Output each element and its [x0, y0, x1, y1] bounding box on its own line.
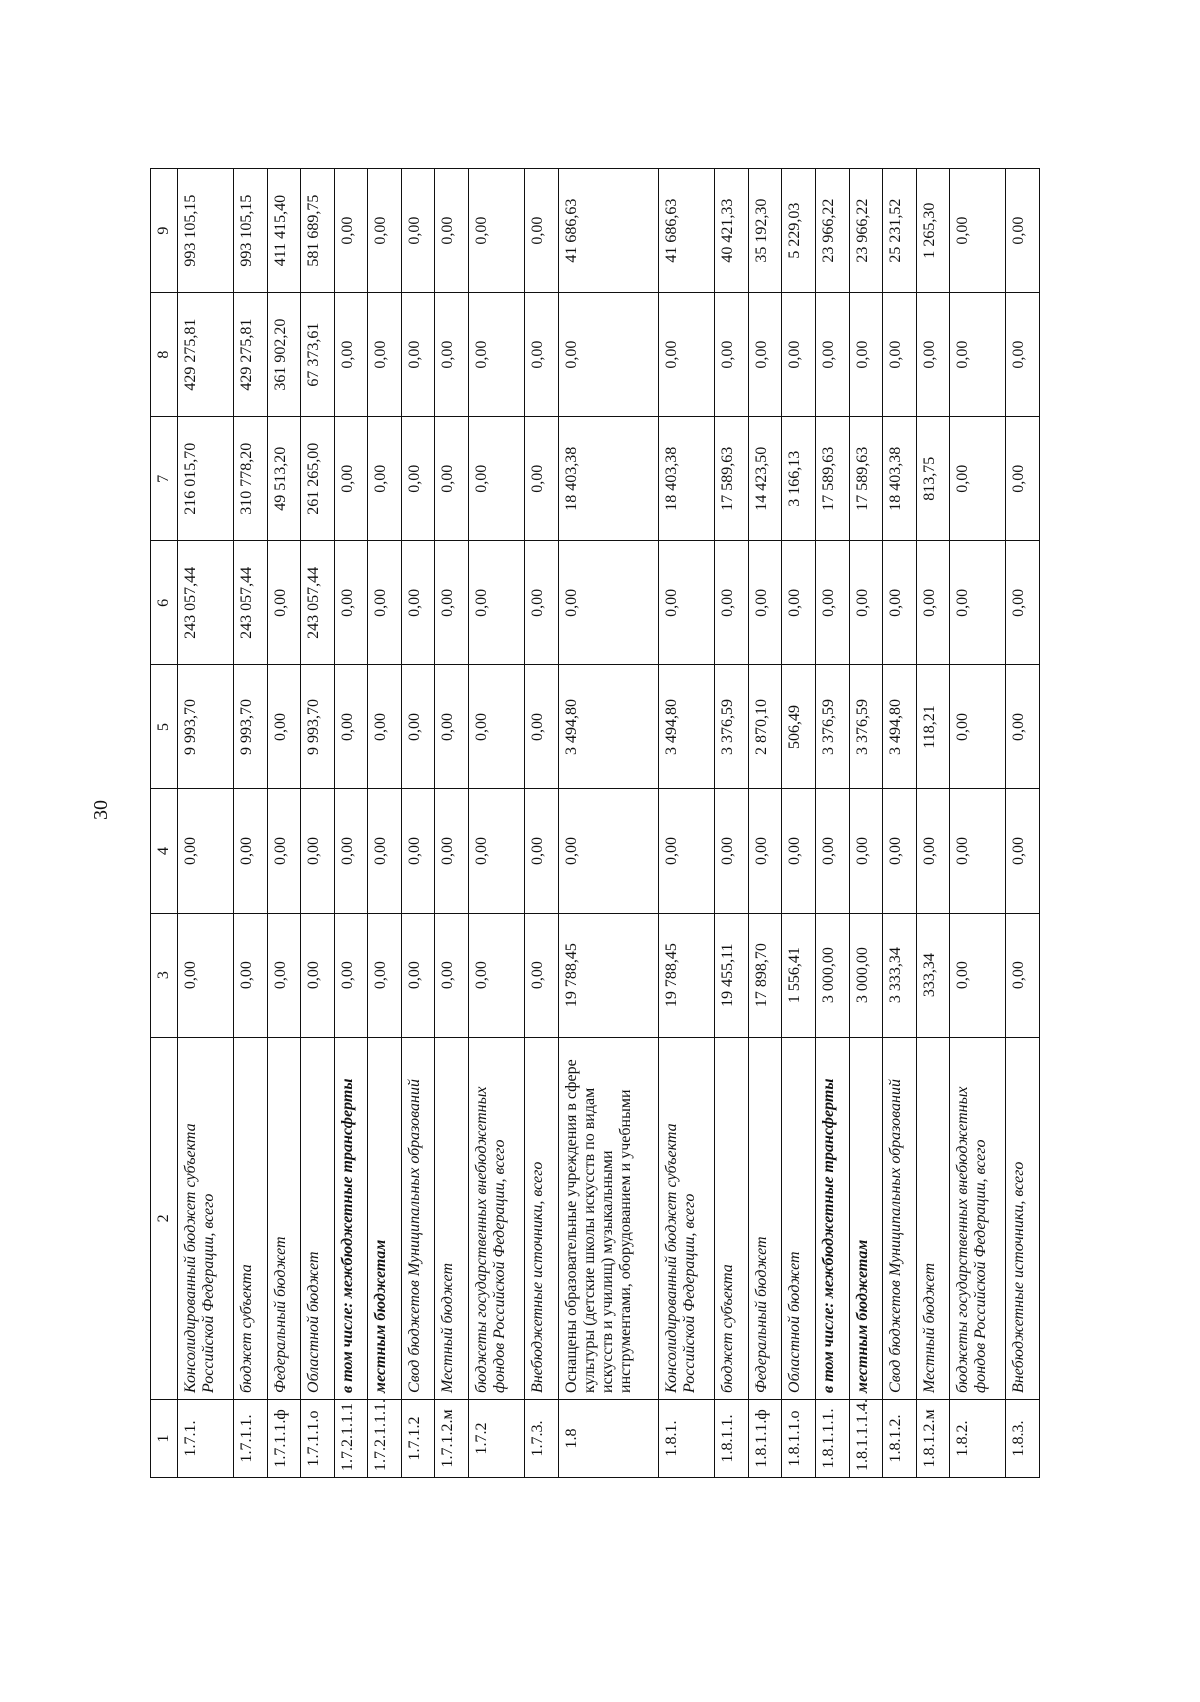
value-cell: 310 778,20 [233, 417, 267, 541]
value-cell: 0,00 [558, 541, 659, 665]
value-cell: 19 455,11 [715, 913, 749, 1037]
table-row [849, 169, 883, 1478]
value-cell: 0,00 [524, 541, 558, 665]
row-code-cell: 1.7.1.2 [401, 1399, 435, 1477]
value-cell: 67 373,61 [301, 293, 335, 417]
row-code-cell: 1.8.1.1.ф [748, 1399, 782, 1477]
value-cell: 3 494,80 [659, 665, 715, 789]
value-cell: 0,00 [524, 789, 558, 913]
table-row [524, 169, 558, 1478]
value-cell: 17 589,63 [715, 417, 749, 541]
row-name-cell: Оснащены образовательные учреждения в сфере культуры (детские школы искусств по видам искусств и училищ) музыкальными инструментами, оборудованием и учебными [558, 1037, 659, 1399]
value-cell: 0,00 [883, 293, 917, 417]
row-code-cell: 1.8.2. [950, 1399, 1006, 1477]
value-cell: 0,00 [435, 417, 469, 541]
row-name-cell: Внебюджетные источники, всего [1006, 1037, 1040, 1399]
value-cell: 9 993,70 [233, 665, 267, 789]
header-cell: 3 [151, 913, 178, 1037]
table-row [816, 169, 850, 1478]
value-cell: 0,00 [368, 541, 402, 665]
row-name-cell: Местный бюджет [916, 1037, 950, 1399]
header-cell: 9 [151, 169, 178, 293]
value-cell: 0,00 [267, 913, 301, 1037]
value-cell: 0,00 [524, 417, 558, 541]
value-cell: 429 275,81 [178, 293, 234, 417]
value-cell: 0,00 [748, 541, 782, 665]
value-cell: 41 686,63 [558, 169, 659, 293]
row-code-cell: 1.7.1.1.ф [267, 1399, 301, 1477]
row-code-cell: 1.7.3. [524, 1399, 558, 1477]
value-cell: 0,00 [469, 169, 525, 293]
value-cell: 23 966,22 [816, 169, 850, 293]
budget-table [150, 168, 1040, 1478]
row-name-cell: Консолидированный бюджет субъекта Российской Федерации, всего [178, 1037, 234, 1399]
value-cell: 23 966,22 [849, 169, 883, 293]
value-cell: 333,34 [916, 913, 950, 1037]
row-name-cell: Федеральный бюджет [748, 1037, 782, 1399]
value-cell: 41 686,63 [659, 169, 715, 293]
value-cell: 3 376,59 [816, 665, 850, 789]
row-name-cell: бюджеты государственных внебюджетных фондов Российской Федерации, всего [950, 1037, 1006, 1399]
value-cell: 993 105,15 [233, 169, 267, 293]
value-cell: 0,00 [849, 293, 883, 417]
value-cell: 17 589,63 [816, 417, 850, 541]
value-cell: 0,00 [233, 789, 267, 913]
table-row [916, 169, 950, 1478]
table-row [267, 169, 301, 1478]
value-cell: 0,00 [849, 789, 883, 913]
value-cell: 0,00 [469, 789, 525, 913]
table-row [748, 169, 782, 1478]
header-row [151, 169, 178, 1478]
value-cell: 243 057,44 [178, 541, 234, 665]
value-cell: 0,00 [715, 541, 749, 665]
value-cell: 0,00 [524, 293, 558, 417]
value-cell: 3 333,34 [883, 913, 917, 1037]
value-cell: 813,75 [916, 417, 950, 541]
header-cell: 4 [151, 789, 178, 913]
value-cell: 0,00 [524, 913, 558, 1037]
table-row [334, 169, 368, 1478]
value-cell: 0,00 [659, 293, 715, 417]
row-name-cell: местным бюджетам [368, 1037, 402, 1399]
value-cell: 18 403,38 [883, 417, 917, 541]
value-cell: 216 015,70 [178, 417, 234, 541]
value-cell: 0,00 [178, 789, 234, 913]
row-code-cell: 1.7.1.1.о [301, 1399, 335, 1477]
value-cell: 0,00 [301, 913, 335, 1037]
header-cell: 2 [151, 1037, 178, 1399]
table-row [469, 169, 525, 1478]
value-cell: 0,00 [401, 541, 435, 665]
value-cell: 0,00 [368, 417, 402, 541]
row-code-cell: 1.7.2 [469, 1399, 525, 1477]
value-cell: 0,00 [1006, 789, 1040, 913]
value-cell: 3 494,80 [558, 665, 659, 789]
row-name-cell: в том числе: межбюджетные трансферты [816, 1037, 850, 1399]
value-cell: 0,00 [401, 913, 435, 1037]
value-cell: 0,00 [659, 789, 715, 913]
row-name-cell: Областной бюджет [301, 1037, 335, 1399]
value-cell: 49 513,20 [267, 417, 301, 541]
value-cell: 0,00 [334, 789, 368, 913]
value-cell: 0,00 [950, 665, 1006, 789]
value-cell: 0,00 [469, 293, 525, 417]
value-cell: 0,00 [950, 169, 1006, 293]
value-cell: 14 423,50 [748, 417, 782, 541]
value-cell: 411 415,40 [267, 169, 301, 293]
value-cell: 9 993,70 [301, 665, 335, 789]
table-row [435, 169, 469, 1478]
value-cell: 0,00 [950, 541, 1006, 665]
value-cell: 3 000,00 [816, 913, 850, 1037]
header-cell: 6 [151, 541, 178, 665]
value-cell: 0,00 [558, 789, 659, 913]
value-cell: 0,00 [816, 541, 850, 665]
value-cell: 261 265,00 [301, 417, 335, 541]
value-cell: 35 192,30 [748, 169, 782, 293]
value-cell: 0,00 [334, 169, 368, 293]
row-code-cell: 1.8.1.1. [715, 1399, 749, 1477]
table-row [178, 169, 234, 1478]
value-cell: 0,00 [659, 541, 715, 665]
value-cell: 0,00 [334, 541, 368, 665]
value-cell: 17 898,70 [748, 913, 782, 1037]
value-cell: 361 902,20 [267, 293, 301, 417]
value-cell: 2 870,10 [748, 665, 782, 789]
value-cell: 0,00 [782, 541, 816, 665]
value-cell: 3 376,59 [715, 665, 749, 789]
row-code-cell: 1.7.1. [178, 1399, 234, 1477]
value-cell: 0,00 [715, 293, 749, 417]
value-cell: 0,00 [435, 293, 469, 417]
table-row [233, 169, 267, 1478]
row-code-cell: 1.8.1. [659, 1399, 715, 1477]
value-cell: 0,00 [368, 789, 402, 913]
value-cell: 0,00 [524, 665, 558, 789]
value-cell: 19 788,45 [558, 913, 659, 1037]
table-row [715, 169, 749, 1478]
row-code-cell: 1.8.3. [1006, 1399, 1040, 1477]
value-cell: 0,00 [782, 789, 816, 913]
value-cell: 25 231,52 [883, 169, 917, 293]
value-cell: 0,00 [782, 293, 816, 417]
value-cell: 0,00 [816, 789, 850, 913]
value-cell: 243 057,44 [233, 541, 267, 665]
value-cell: 0,00 [1006, 665, 1040, 789]
value-cell: 18 403,38 [558, 417, 659, 541]
value-cell: 0,00 [1006, 169, 1040, 293]
value-cell: 0,00 [368, 169, 402, 293]
value-cell: 3 166,13 [782, 417, 816, 541]
table-row [883, 169, 917, 1478]
row-name-cell: Внебюджетные источники, всего [524, 1037, 558, 1399]
value-cell: 0,00 [1006, 913, 1040, 1037]
row-name-cell: Местный бюджет [435, 1037, 469, 1399]
value-cell: 0,00 [401, 417, 435, 541]
value-cell: 0,00 [916, 541, 950, 665]
table-row [558, 169, 659, 1478]
value-cell: 17 589,63 [849, 417, 883, 541]
row-code-cell: 1.7.2.1.1.1 [334, 1399, 368, 1477]
row-code-cell: 1.7.1.2.м [435, 1399, 469, 1477]
value-cell: 0,00 [334, 913, 368, 1037]
value-cell: 0,00 [1006, 293, 1040, 417]
value-cell: 0,00 [469, 417, 525, 541]
row-name-cell: бюджеты государственных внебюджетных фондов Российской Федерации, всего [469, 1037, 525, 1399]
value-cell: 18 403,38 [659, 417, 715, 541]
value-cell: 0,00 [748, 789, 782, 913]
value-cell: 581 689,75 [301, 169, 335, 293]
value-cell: 1 265,30 [916, 169, 950, 293]
row-name-cell: в том числе: межбюджетные трансферты [334, 1037, 368, 1399]
value-cell: 0,00 [401, 169, 435, 293]
value-cell: 0,00 [1006, 417, 1040, 541]
table-row [368, 169, 402, 1478]
value-cell: 243 057,44 [301, 541, 335, 665]
row-name-cell: Свод бюджетов Муниципальных образований [883, 1037, 917, 1399]
value-cell: 0,00 [748, 293, 782, 417]
table-row [782, 169, 816, 1478]
row-code-cell: 1.8.1.1.1. [816, 1399, 850, 1477]
table-row [301, 169, 335, 1478]
value-cell: 0,00 [950, 417, 1006, 541]
row-name-cell: бюджет субъекта [233, 1037, 267, 1399]
value-cell: 5 229,03 [782, 169, 816, 293]
value-cell: 0,00 [334, 417, 368, 541]
table-row [1006, 169, 1040, 1478]
value-cell: 0,00 [267, 789, 301, 913]
header-cell: 1 [151, 1399, 178, 1477]
row-name-cell: Областной бюджет [782, 1037, 816, 1399]
row-code-cell: 1.7.2.1.1.1. [368, 1399, 402, 1477]
page-number: 30 [90, 800, 112, 820]
row-code-cell: 1.8.1.2.м [916, 1399, 950, 1477]
row-code-cell: 1.7.1.1. [233, 1399, 267, 1477]
value-cell: 0,00 [435, 665, 469, 789]
table-row [401, 169, 435, 1478]
value-cell: 3 494,80 [883, 665, 917, 789]
value-cell: 0,00 [558, 293, 659, 417]
row-name-cell: Свод бюджетов Муниципальных образований [401, 1037, 435, 1399]
value-cell: 1 556,41 [782, 913, 816, 1037]
value-cell: 0,00 [950, 913, 1006, 1037]
value-cell: 0,00 [435, 913, 469, 1037]
value-cell: 0,00 [715, 789, 749, 913]
table-row [659, 169, 715, 1478]
value-cell: 0,00 [435, 789, 469, 913]
value-cell: 0,00 [950, 293, 1006, 417]
row-name-cell: бюджет субъекта [715, 1037, 749, 1399]
value-cell: 0,00 [401, 789, 435, 913]
table-row [950, 169, 1006, 1478]
value-cell: 0,00 [950, 789, 1006, 913]
value-cell: 0,00 [368, 913, 402, 1037]
value-cell: 0,00 [916, 789, 950, 913]
value-cell: 0,00 [469, 541, 525, 665]
value-cell: 0,00 [334, 293, 368, 417]
value-cell: 993 105,15 [178, 169, 234, 293]
value-cell: 40 421,33 [715, 169, 749, 293]
value-cell: 0,00 [816, 293, 850, 417]
value-cell: 0,00 [401, 293, 435, 417]
value-cell: 118,21 [916, 665, 950, 789]
value-cell: 0,00 [334, 665, 368, 789]
value-cell: 0,00 [883, 789, 917, 913]
value-cell: 0,00 [435, 169, 469, 293]
row-code-cell: 1.8 [558, 1399, 659, 1477]
value-cell: 0,00 [267, 541, 301, 665]
value-cell: 0,00 [401, 665, 435, 789]
value-cell: 0,00 [368, 665, 402, 789]
value-cell: 3 376,59 [849, 665, 883, 789]
value-cell: 0,00 [301, 789, 335, 913]
row-name-cell: местным бюджетам [849, 1037, 883, 1399]
row-name-cell: Консолидированный бюджет субъекта Российской Федерации, всего [659, 1037, 715, 1399]
value-cell: 0,00 [267, 665, 301, 789]
value-cell: 506,49 [782, 665, 816, 789]
value-cell: 0,00 [883, 541, 917, 665]
table-body [178, 169, 1040, 1478]
value-cell: 0,00 [469, 913, 525, 1037]
value-cell: 19 788,45 [659, 913, 715, 1037]
value-cell: 0,00 [469, 665, 525, 789]
row-code-cell: 1.8.1.2. [883, 1399, 917, 1477]
value-cell: 3 000,00 [849, 913, 883, 1037]
value-cell: 0,00 [178, 913, 234, 1037]
value-cell: 0,00 [368, 293, 402, 417]
value-cell: 429 275,81 [233, 293, 267, 417]
value-cell: 0,00 [849, 541, 883, 665]
value-cell: 0,00 [435, 541, 469, 665]
value-cell: 0,00 [1006, 541, 1040, 665]
row-code-cell: 1.8.1.1.о [782, 1399, 816, 1477]
header-cell: 8 [151, 293, 178, 417]
value-cell: 0,00 [233, 913, 267, 1037]
row-name-cell: Федеральный бюджет [267, 1037, 301, 1399]
row-code-cell: 1.8.1.1.1.4. [849, 1399, 883, 1477]
value-cell: 0,00 [916, 293, 950, 417]
value-cell: 0,00 [524, 169, 558, 293]
rotated-table-container [150, 168, 1040, 1478]
header-cell: 5 [151, 665, 178, 789]
header-cell: 7 [151, 417, 178, 541]
value-cell: 9 993,70 [178, 665, 234, 789]
